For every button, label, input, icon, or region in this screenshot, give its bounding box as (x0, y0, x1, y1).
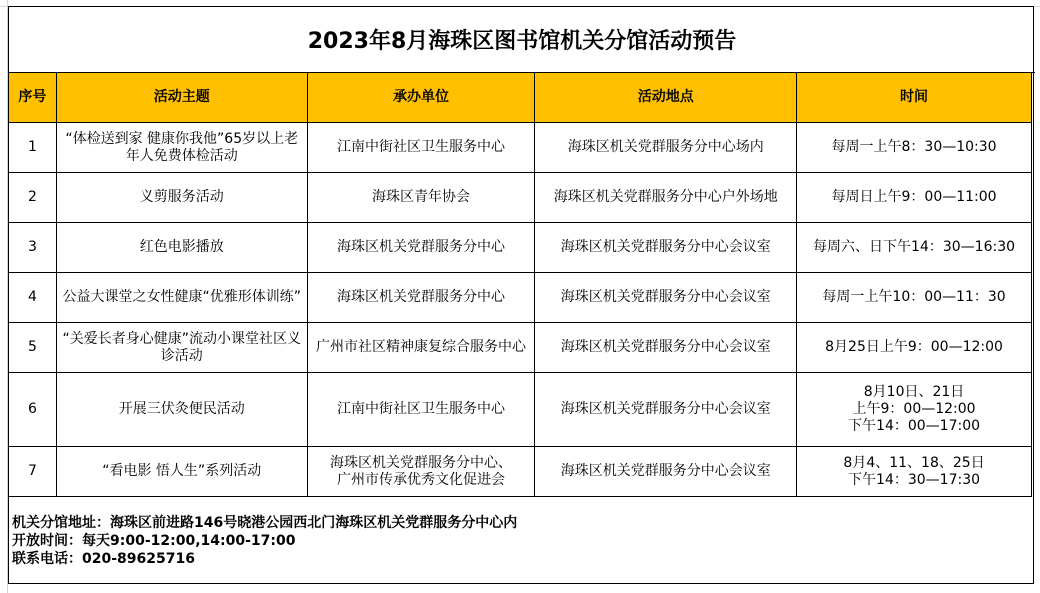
cell-org[interactable]: 海珠区机关党群服务分中心 (307, 223, 535, 273)
cell-theme[interactable]: 公益大课堂之女性健康“优雅形体训练” (56, 273, 307, 323)
cell-place[interactable]: 海珠区机关党群服务分中心场内 (535, 123, 797, 173)
cell-place[interactable]: 海珠区机关党群服务分中心会议室 (535, 273, 797, 323)
time-line: 下午14：00—17:00 (848, 418, 981, 434)
cell-time[interactable]: 每周一上午10：00—11：30 (797, 273, 1032, 323)
time-line: 8月10日、21日 (863, 384, 965, 400)
schedule-sheet (8, 6, 1034, 584)
cell-place[interactable]: 海珠区机关党群服务分中心会议室 (535, 323, 797, 373)
time-line: 下午14：30—17:30 (848, 471, 981, 488)
org-line: 海珠区机关党群服务分中心、 (330, 454, 513, 471)
activity-table (8, 72, 1032, 497)
cell-no[interactable]: 4 (9, 273, 57, 323)
header-place: 活动地点 (535, 73, 797, 123)
cell-no[interactable]: 5 (9, 323, 57, 373)
table-row (9, 173, 1032, 223)
footer-hours[interactable]: 开放时间：每天9:00-12:00,14:00-17:00 (12, 533, 296, 549)
table-row (9, 123, 1032, 173)
cell-org[interactable]: 广州市社区精神康复综合服务中心 (307, 323, 535, 373)
cell-no[interactable]: 2 (9, 173, 57, 223)
cell-time[interactable]: 每周日上午9：00—11:00 (797, 173, 1032, 223)
cell-org[interactable]: 海珠区机关党群服务分中心 (307, 273, 535, 323)
header-theme: 活动主题 (56, 73, 307, 123)
table-row (9, 373, 1032, 447)
table-row (9, 223, 1032, 273)
header-time: 时间 (797, 73, 1032, 123)
cell-org[interactable]: 海珠区青年协会 (307, 173, 535, 223)
cell-theme[interactable]: “看电影 悟人生”系列活动 (56, 447, 307, 497)
cell-no[interactable]: 1 (9, 123, 57, 173)
cell-org[interactable] (307, 447, 535, 497)
cell-theme[interactable]: “体检送到家 健康你我他”65岁以上老年人免费体检活动 (56, 123, 307, 173)
cell-time[interactable]: 每周一上午8：30—10:30 (797, 123, 1032, 173)
cell-no[interactable]: 7 (9, 447, 57, 497)
cell-time[interactable]: 8月25日上午9：00—12:00 (797, 323, 1032, 373)
cell-org[interactable]: 江南中街社区卫生服务中心 (307, 373, 535, 447)
footer-info (12, 514, 517, 568)
cell-place[interactable]: 海珠区机关党群服务分中心户外场地 (535, 173, 797, 223)
cell-theme[interactable]: 义剪服务活动 (56, 173, 307, 223)
footer-phone[interactable]: 联系电话：020-89625716 (12, 551, 195, 567)
time-line: 上午9：00—12:00 (852, 401, 976, 417)
footer-address[interactable]: 机关分馆地址：海珠区前进路146号晓港公园西北门海珠区机关党群服务分中心内 (12, 515, 518, 531)
header-org: 承办单位 (307, 73, 535, 123)
cell-no[interactable]: 6 (9, 373, 57, 447)
page-title: 2023年8月海珠区图书馆机关分馆活动预告 (9, 7, 1035, 73)
cell-time[interactable] (797, 447, 1032, 497)
table-row (9, 273, 1032, 323)
header-no: 序号 (9, 73, 57, 123)
cell-time[interactable] (797, 373, 1032, 447)
table-row (9, 447, 1032, 497)
table-header-row (9, 73, 1032, 123)
cell-place[interactable]: 海珠区机关党群服务分中心会议室 (535, 373, 797, 447)
cell-no[interactable]: 3 (9, 223, 57, 273)
org-line: 广州市传承优秀文化促进会 (337, 471, 506, 488)
cell-place[interactable]: 海珠区机关党群服务分中心会议室 (535, 223, 797, 273)
cell-time[interactable]: 每周六、日下午14：30—16:30 (797, 223, 1032, 273)
cell-place[interactable]: 海珠区机关党群服务分中心会议室 (535, 447, 797, 497)
table-row (9, 323, 1032, 373)
cell-org[interactable]: 江南中街社区卫生服务中心 (307, 123, 535, 173)
time-line: 8月4、11、18、25日 (843, 454, 985, 471)
cell-theme[interactable]: 开展三伏灸便民活动 (56, 373, 307, 447)
cell-theme[interactable]: “关爱长者身心健康”流动小课堂社区义诊活动 (56, 323, 307, 373)
cell-theme[interactable]: 红色电影播放 (56, 223, 307, 273)
sheet-row-header-strip (0, 0, 8, 593)
